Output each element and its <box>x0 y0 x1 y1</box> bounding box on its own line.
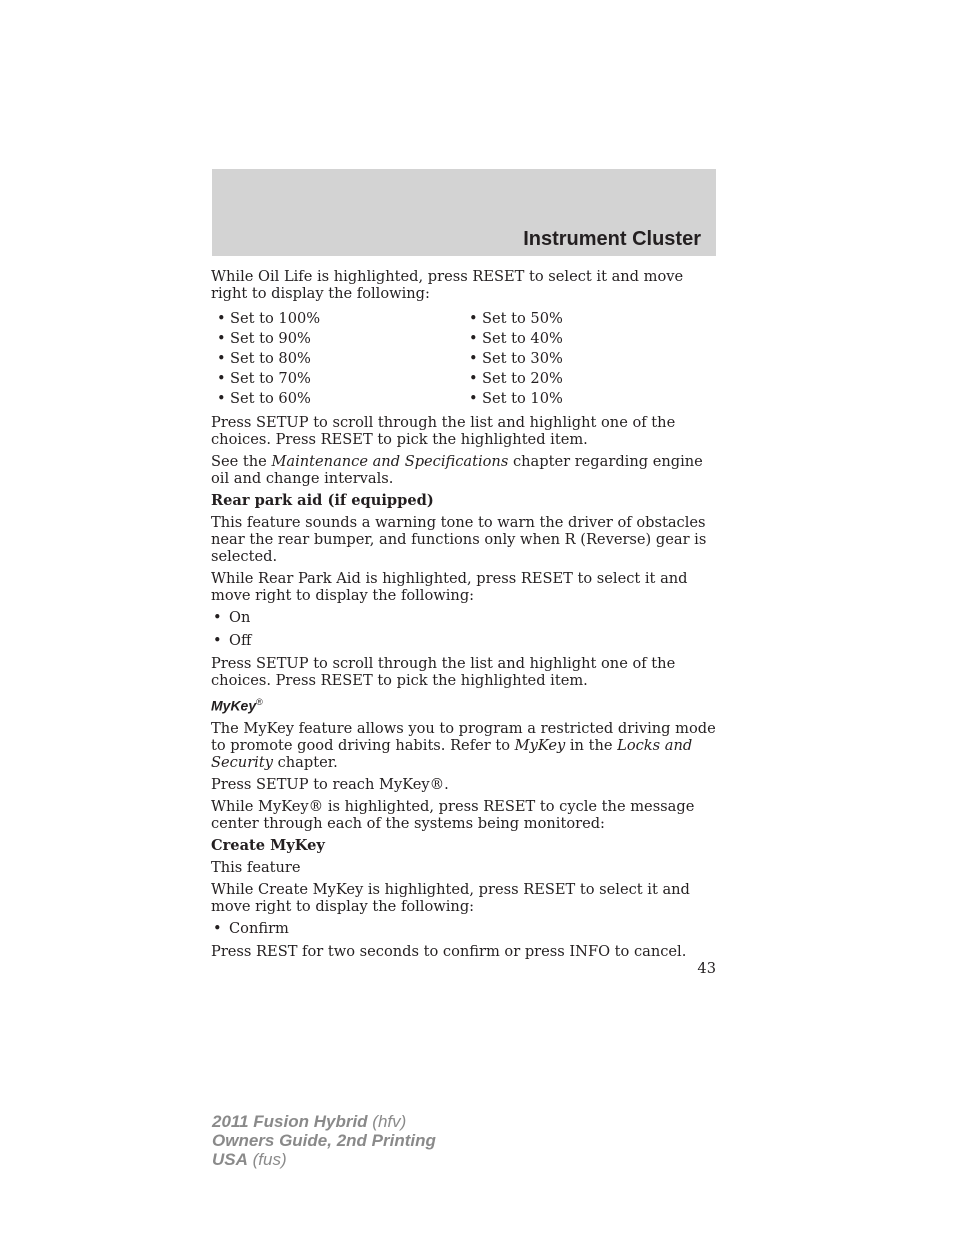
list-item: • Set to 10% <box>469 390 563 407</box>
page-content <box>211 268 716 965</box>
oil-life-options <box>211 309 716 409</box>
list-item: • Set to 80% <box>217 350 311 367</box>
chapter-reference: Maintenance and Specifications <box>271 453 509 470</box>
rear-park-heading: Rear park aid (if equipped) <box>211 492 434 509</box>
page-number: 43 <box>697 960 716 977</box>
footer-region-line: USA (fus) <box>212 1150 287 1169</box>
mykey-reach-text: Press SETUP to reach MyKey®. <box>211 775 449 793</box>
mykey-heading: MyKey® <box>211 697 263 714</box>
list-item: • Set to 30% <box>469 350 563 367</box>
list-item: • Off <box>213 632 252 649</box>
list-item: • Set to 90% <box>217 330 311 347</box>
mykey-description: The MyKey feature allows you to program a restricted driving mode to promote good driving habits. Refer to MyKey in the Locks and Security chapter. <box>211 719 716 771</box>
mykey-cycle-text: While MyKey® is highlighted, press RESET to cycle the message center through each of the systems being monitored: <box>211 797 695 832</box>
footer-guide-line: Owners Guide, 2nd Printing <box>212 1131 436 1150</box>
create-mykey-description: This feature <box>211 858 301 876</box>
rear-park-scroll-text: Press SETUP to scroll through the list and highlight one of the choices. Press RESET to pick the highlighted item. <box>211 655 676 689</box>
section-title: Instrument Cluster <box>523 228 701 250</box>
list-item: • Confirm <box>213 919 289 937</box>
list-item: • Set to 40% <box>469 330 563 347</box>
oil-life-scroll-text: Press SETUP to scroll through the list and highlight one of the choices. Press RESET to pick the highlighted item. <box>211 414 676 448</box>
footer-model-line: 2011 Fusion Hybrid (hfv) <box>212 1112 407 1131</box>
oil-life-intro: While Oil Life is highlighted, press RESET to select it and move right to display the following: <box>211 268 684 302</box>
rear-park-description: This feature sounds a warning tone to warn the driver of obstacles near the rear bumper, and functions only when R (Reverse) gear is selected. <box>211 514 707 565</box>
list-item: • Set to 100% <box>217 310 321 327</box>
document-footer <box>212 1112 436 1169</box>
create-mykey-intro: While Create MyKey is highlighted, press RESET to select it and move right to display the following: <box>211 880 690 915</box>
list-item: • Set to 60% <box>217 390 311 407</box>
list-item: • Set to 20% <box>469 370 563 387</box>
create-mykey-heading: Create MyKey <box>211 836 325 854</box>
create-mykey-confirm-text: Press REST for two seconds to confirm or press INFO to cancel. <box>211 942 687 960</box>
list-item: • Set to 70% <box>217 370 311 387</box>
list-item: • On <box>213 609 251 626</box>
oil-life-see-also: See the Maintenance and Specifications chapter regarding engine oil and change intervals. <box>211 453 703 487</box>
rear-park-intro: While Rear Park Aid is highlighted, press RESET to select it and move right to display the following: <box>211 570 688 604</box>
section-header-band <box>212 169 716 256</box>
list-item: • Set to 50% <box>469 310 563 327</box>
